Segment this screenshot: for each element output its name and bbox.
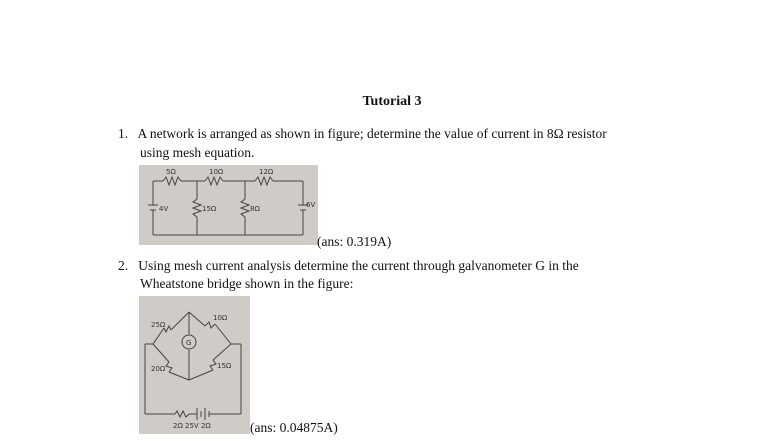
label-r-tl: 25Ω — [151, 321, 166, 329]
question-1-text-line2: using mesh equation. — [140, 145, 255, 160]
question-2-number: 2. — [118, 258, 129, 273]
circuit-figure-1 — [139, 165, 318, 245]
label-r3: 12Ω — [259, 168, 274, 176]
question-2 — [118, 256, 579, 276]
label-r2: 10Ω — [209, 168, 224, 176]
answer-2: (ans: 0.04875A) — [250, 420, 338, 435]
circuit-figure-2 — [139, 296, 250, 434]
circuit-diagram-1 — [139, 165, 318, 245]
label-bottom-branch: 2Ω 25V 2Ω — [173, 422, 211, 430]
label-galvanometer: G — [186, 339, 192, 347]
label-r5: 8Ω — [250, 205, 260, 213]
label-r-bl: 20Ω — [151, 365, 166, 373]
circuit-diagram-2 — [139, 296, 250, 434]
question-2-text-line2: Wheatstone bridge shown in the figure: — [140, 276, 354, 291]
label-r4: 15Ω — [202, 205, 217, 213]
label-v2: 6V — [306, 201, 316, 209]
page-title: Tutorial 3 — [362, 94, 422, 109]
question-1-text-line1: A network is arranged as shown in figure; determine the value of current in 8Ω resistor — [137, 126, 607, 141]
question-1 — [118, 124, 607, 144]
label-r-tr: 10Ω — [213, 314, 228, 322]
label-r-br: 15Ω — [217, 362, 232, 370]
label-v1: 4V — [159, 205, 169, 213]
question-2-text-line1: Using mesh current analysis determine the current through galvanometer G in the — [138, 258, 579, 273]
label-r1: 5Ω — [166, 168, 176, 176]
question-1-number: 1. — [118, 126, 129, 141]
answer-1: (ans: 0.319A) — [317, 234, 392, 249]
